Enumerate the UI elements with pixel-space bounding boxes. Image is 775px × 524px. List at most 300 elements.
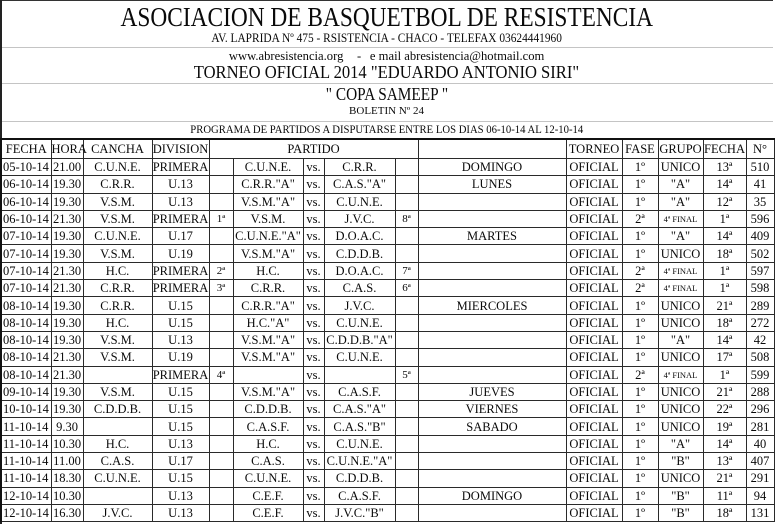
cell-grupo: UNICO <box>658 418 703 435</box>
cell-fecha: 06-10-14 <box>1 176 51 193</box>
cell-grupo: "A" <box>658 176 703 193</box>
table-row <box>1 349 774 366</box>
table-row <box>1 453 774 470</box>
schedule-body <box>1 159 774 522</box>
cell-fecha-nro: 22ª <box>703 401 746 418</box>
cell-torneo: OFICIAL <box>566 470 622 487</box>
cell-ronda-visitante <box>395 228 418 245</box>
cell-torneo: OFICIAL <box>566 280 622 297</box>
cell-vs: vs. <box>303 314 324 331</box>
cell-grupo: "B" <box>658 504 703 521</box>
cell-fecha: 05-10-14 <box>1 159 51 176</box>
cell-division: U.15 <box>152 418 209 435</box>
cell-cancha: V.S.M. <box>83 331 152 348</box>
col-header-grupo: GRUPO <box>658 139 703 159</box>
cell-cancha: H.C. <box>83 262 152 279</box>
cell-division: U.15 <box>152 297 209 314</box>
cell-local: H.C. <box>233 435 303 452</box>
cell-fecha: 06-10-14 <box>1 210 51 227</box>
cell-local <box>233 366 303 383</box>
cell-local: C.R.R."A" <box>233 297 303 314</box>
cell-cancha: C.U.N.E. <box>83 228 152 245</box>
cell-cancha: H.C. <box>83 435 152 452</box>
cell-hora: 21.30 <box>52 263 82 278</box>
col-header-dia <box>418 139 566 159</box>
cell-fecha: 06-10-14 <box>1 193 51 210</box>
cell-ronda-local <box>209 418 233 435</box>
cell-ronda-visitante <box>395 245 418 262</box>
cell-torneo: OFICIAL <box>566 383 622 400</box>
cell-division: U.13 <box>152 487 209 504</box>
cell-grupo: UNICO <box>658 159 703 176</box>
cell-vs: vs. <box>303 401 324 418</box>
cell-ronda-visitante <box>395 401 418 418</box>
cell-numero: 596 <box>746 210 774 227</box>
association-address <box>0 31 773 45</box>
cell-fecha: 08-10-14 <box>1 349 51 366</box>
table-row <box>1 228 774 245</box>
cell-fecha-nro: 21ª <box>703 470 746 487</box>
cell-cancha: V.S.M. <box>83 245 152 262</box>
cell-vs: vs. <box>303 280 324 297</box>
cell-dia <box>418 210 566 227</box>
tournament-title <box>0 63 773 82</box>
cell-ronda-local <box>209 228 233 245</box>
cell-division: U.13 <box>152 504 209 521</box>
cell-grupo: "A" <box>658 331 703 348</box>
table-row <box>1 280 774 297</box>
cell-numero: 131 <box>746 504 774 521</box>
cell-grupo: UNICO <box>658 349 703 366</box>
cell-ronda-local <box>209 245 233 262</box>
cell-fecha: 10-10-14 <box>1 401 51 418</box>
cell-hora: 21.30 <box>52 212 82 227</box>
cell-fase: 1º <box>622 349 658 366</box>
col-header-hora: HORA <box>51 139 83 159</box>
table-row <box>1 159 774 176</box>
cell-hora: 16.30 <box>52 506 82 521</box>
cell-dia: LUNES <box>418 176 566 193</box>
cell-cancha: C.R.R. <box>83 297 152 314</box>
cell-grupo: UNICO <box>658 297 703 314</box>
cell-dia <box>418 366 566 383</box>
cell-numero: 409 <box>746 228 774 245</box>
cell-visitante: C.A.S."B" <box>324 418 395 435</box>
cell-torneo: OFICIAL <box>566 297 622 314</box>
cell-visitante: C.U.N.E. <box>324 349 395 366</box>
cell-fase: 1º <box>622 418 658 435</box>
cell-fecha: 08-10-14 <box>1 366 51 383</box>
cell-fecha-nro: 17ª <box>703 349 746 366</box>
cell-numero: 288 <box>746 383 774 400</box>
cell-dia <box>418 280 566 297</box>
sheet-top-border <box>0 0 773 1</box>
cell-visitante: D.O.A.C. <box>324 228 395 245</box>
cell-cancha: H.C. <box>83 314 152 331</box>
cell-cancha: V.S.M. <box>83 210 152 227</box>
cell-ronda-visitante <box>395 314 418 331</box>
cell-vs: vs. <box>303 487 324 504</box>
cell-grupo: "A" <box>658 193 703 210</box>
cell-fase: 1º <box>622 245 658 262</box>
cell-fecha-nro: 19ª <box>703 418 746 435</box>
cell-ronda-visitante <box>395 193 418 210</box>
cell-ronda-local <box>209 176 233 193</box>
cell-torneo: OFICIAL <box>566 504 622 521</box>
cell-fecha: 07-10-14 <box>1 280 51 297</box>
cell-visitante: C.A.S."A" <box>324 176 395 193</box>
cell-ronda-local <box>209 193 233 210</box>
cell-numero: 510 <box>746 159 774 176</box>
cell-dia: MIERCOLES <box>418 297 566 314</box>
cell-ronda-local <box>209 504 233 521</box>
cell-vs: vs. <box>303 193 324 210</box>
table-row <box>1 245 774 262</box>
cell-numero: 281 <box>746 418 774 435</box>
cell-vs: vs. <box>303 418 324 435</box>
cell-fase: 1º <box>622 159 658 176</box>
cell-grupo: 4ª FINAL <box>658 210 703 227</box>
cell-cancha: C.R.R. <box>83 176 152 193</box>
cell-numero: 291 <box>746 470 774 487</box>
cell-cancha <box>83 487 152 504</box>
cell-ronda-local: 3ª <box>209 280 233 297</box>
bulletin-number-text: BOLETIN Nº 24 <box>349 105 424 117</box>
cell-fase: 1º <box>622 176 658 193</box>
col-header-fase: FASE <box>622 139 658 159</box>
cell-ronda-visitante <box>395 331 418 348</box>
cell-fecha-nro: 1ª <box>703 366 746 383</box>
cell-fase: 2ª <box>622 366 658 383</box>
cell-hora: 9.30 <box>51 418 83 435</box>
cell-vs: vs. <box>303 453 324 470</box>
cell-local: V.S.M."A" <box>233 193 303 210</box>
cell-hora: 11.00 <box>51 453 83 470</box>
cell-fase: 2ª <box>622 280 658 297</box>
cell-torneo: OFICIAL <box>566 331 622 348</box>
cell-ronda-local <box>209 470 233 487</box>
cell-dia <box>418 470 566 487</box>
cell-local: H.C."A" <box>233 314 303 331</box>
cell-local: V.S.M."A" <box>233 245 303 262</box>
cell-division: PRIMERA <box>152 263 209 278</box>
cell-division: PRIMERA <box>152 367 209 382</box>
cell-fase: 1º <box>622 383 658 400</box>
cell-vs: vs. <box>303 297 324 314</box>
cell-grupo: UNICO <box>658 314 703 331</box>
cell-hora: 19.30 <box>52 298 82 313</box>
cell-visitante: C.A.S. <box>324 280 395 297</box>
cell-grupo: 4ª FINAL <box>658 366 703 383</box>
bulletin-number <box>0 104 773 118</box>
cell-hora: 19.30 <box>52 246 82 261</box>
cell-visitante: C.U.N.E. <box>324 435 395 452</box>
cell-division: U.17 <box>152 453 209 470</box>
cell-vs: vs. <box>303 262 324 279</box>
cell-dia <box>418 349 566 366</box>
cell-ronda-visitante <box>395 176 418 193</box>
cell-visitante: C.D.D.B. <box>324 470 395 487</box>
cell-local: C.A.S. <box>233 453 303 470</box>
cell-hora: 19.30 <box>52 315 82 330</box>
cell-ronda-visitante <box>395 349 418 366</box>
cell-vs: vs. <box>303 228 324 245</box>
col-header-partido: PARTIDO <box>209 139 418 159</box>
cell-hora: 21.00 <box>52 160 82 175</box>
cell-dia <box>418 314 566 331</box>
cell-local: C.U.N.E."A" <box>233 228 303 245</box>
cell-division: PRIMERA <box>152 281 209 296</box>
cell-dia <box>418 193 566 210</box>
cell-fase: 1º <box>622 228 658 245</box>
cell-fecha-nro: 14ª <box>703 228 746 245</box>
cell-dia: SABADO <box>418 418 566 435</box>
cell-division: U.17 <box>152 228 209 245</box>
cell-dia <box>418 453 566 470</box>
cell-ronda-local <box>209 383 233 400</box>
cell-fecha: 07-10-14 <box>1 245 51 262</box>
cell-numero: 289 <box>746 297 774 314</box>
table-row <box>1 193 774 210</box>
cell-local: V.S.M."A" <box>233 383 303 400</box>
cell-dia <box>418 262 566 279</box>
cell-vs: vs. <box>303 210 324 227</box>
cell-vs: vs. <box>303 366 324 383</box>
table-row <box>1 314 774 331</box>
cell-torneo: OFICIAL <box>566 193 622 210</box>
cell-visitante: C.A.S.F. <box>324 487 395 504</box>
cell-torneo: OFICIAL <box>566 453 622 470</box>
cell-division: U.13 <box>152 176 209 193</box>
cell-visitante: C.A.S."A" <box>324 401 395 418</box>
cell-cancha: C.R.R. <box>83 280 152 297</box>
cell-ronda-visitante <box>395 159 418 176</box>
cell-hora: 19.30 <box>52 177 82 192</box>
cell-fase: 1º <box>622 435 658 452</box>
cell-visitante <box>324 366 395 383</box>
cell-division: U.19 <box>152 349 209 366</box>
table-row <box>1 210 774 227</box>
table-row <box>1 504 774 521</box>
cell-local: C.U.N.E. <box>233 470 303 487</box>
cell-ronda-visitante <box>395 453 418 470</box>
cell-fecha-nro: 11ª <box>703 487 746 504</box>
table-row <box>1 487 774 504</box>
cell-numero: 296 <box>746 401 774 418</box>
program-heading-text: PROGRAMA DE PARTIDOS A DISPUTARSE ENTRE LOS DIAS 06-10-14 AL 12-10-14 <box>190 122 583 136</box>
cell-visitante: J.V.C. <box>324 297 395 314</box>
cell-ronda-local <box>209 331 233 348</box>
table-row <box>1 435 774 452</box>
cell-visitante: C.D.D.B. <box>324 245 395 262</box>
cell-ronda-visitante <box>395 297 418 314</box>
cell-local: C.D.D.B. <box>233 401 303 418</box>
contact-wrap <box>229 48 544 63</box>
cell-ronda-local <box>209 487 233 504</box>
cell-ronda-visitante <box>395 487 418 504</box>
cell-fecha: 12-10-14 <box>1 487 51 504</box>
cup-title <box>0 85 773 104</box>
col-header-fecha-nro: FECHA <box>703 139 746 159</box>
table-row <box>1 470 774 487</box>
cell-grupo: "B" <box>658 453 703 470</box>
cell-visitante: D.O.A.C. <box>324 262 395 279</box>
cell-numero: 94 <box>746 487 774 504</box>
cell-fase: 1º <box>622 401 658 418</box>
cell-local: V.S.M."A" <box>233 349 303 366</box>
cell-division: PRIMERA <box>152 212 209 227</box>
cup-title-text: " COPA SAMEEP " <box>325 84 448 104</box>
cell-torneo: OFICIAL <box>566 262 622 279</box>
cell-fase: 1º <box>622 487 658 504</box>
cell-local: C.E.F. <box>233 487 303 504</box>
email-link[interactable]: e mail abresistencia@hotmail.com <box>369 48 545 63</box>
cell-ronda-visitante: 6ª <box>395 280 418 297</box>
cell-fecha: 08-10-14 <box>1 297 51 314</box>
cell-vs: vs. <box>303 245 324 262</box>
cell-fase: 1º <box>622 297 658 314</box>
website-link[interactable]: www.abresistencia.org <box>228 48 344 63</box>
cell-hora: 19.30 <box>52 229 82 244</box>
cell-local: V.S.M."A" <box>233 331 303 348</box>
cell-dia <box>418 504 566 521</box>
cell-fecha-nro: 13ª <box>703 159 746 176</box>
cell-cancha: C.U.N.E. <box>83 470 152 487</box>
cell-local: C.A.S.F. <box>233 418 303 435</box>
cell-fecha-nro: 14ª <box>703 331 746 348</box>
cell-fase: 1º <box>622 453 658 470</box>
cell-ronda-visitante: 5ª <box>395 366 418 383</box>
contact-separator: - <box>356 48 362 63</box>
cell-ronda-local <box>209 401 233 418</box>
contact-line <box>0 48 773 63</box>
cell-fecha-nro: 21ª <box>703 297 746 314</box>
cell-torneo: OFICIAL <box>566 245 622 262</box>
cell-vs: vs. <box>303 331 324 348</box>
cell-cancha: C.A.S. <box>83 453 152 470</box>
program-heading <box>0 121 773 138</box>
cell-grupo: UNICO <box>658 245 703 262</box>
cell-fase: 2ª <box>622 210 658 227</box>
cell-fecha: 08-10-14 <box>1 331 51 348</box>
cell-ronda-visitante: 8ª <box>395 210 418 227</box>
address-text: AV. LAPRIDA Nº 475 - RSISTENCIA - CHACO - TELEFAX 03624441960 <box>211 31 562 45</box>
cell-visitante: C.R.R. <box>324 159 395 176</box>
col-header-fecha: FECHA <box>1 139 51 159</box>
cell-cancha <box>83 366 152 383</box>
cell-division: U.13 <box>152 435 209 452</box>
cell-hora: 19.30 <box>52 402 82 417</box>
cell-fase: 2ª <box>622 262 658 279</box>
cell-ronda-local <box>209 349 233 366</box>
cell-fase: 1º <box>622 314 658 331</box>
cell-torneo: OFICIAL <box>566 435 622 452</box>
cell-vs: vs. <box>303 504 324 521</box>
table-row <box>1 418 774 435</box>
cell-visitante: C.U.N.E."A" <box>324 453 395 470</box>
cell-hora: 10.30 <box>52 436 82 451</box>
cell-fecha: 11-10-14 <box>1 435 51 452</box>
cell-ronda-visitante <box>395 383 418 400</box>
cell-numero: 598 <box>746 280 774 297</box>
cell-local: C.R.R. <box>233 280 303 297</box>
cell-vs: vs. <box>303 159 324 176</box>
cell-division: U.15 <box>152 314 209 331</box>
cell-vs: vs. <box>303 470 324 487</box>
cell-cancha: C.U.N.E. <box>83 159 152 176</box>
association-title-text: ASOCIACION DE BASQUETBOL DE RESISTENCIA <box>120 2 653 32</box>
cell-visitante: J.V.C. <box>324 210 395 227</box>
cell-dia: JUEVES <box>418 383 566 400</box>
cell-numero: 508 <box>746 349 774 366</box>
cell-hora: 21.30 <box>52 350 82 365</box>
cell-vs: vs. <box>303 383 324 400</box>
cell-fecha: 08-10-14 <box>1 314 51 331</box>
cell-hora: 19.30 <box>52 333 82 348</box>
cell-dia <box>418 245 566 262</box>
cell-fecha-nro: 18ª <box>703 504 746 521</box>
cell-fecha: 11-10-14 <box>1 418 51 435</box>
cell-fecha: 11-10-14 <box>1 453 51 470</box>
cell-torneo: OFICIAL <box>566 159 622 176</box>
cell-torneo: OFICIAL <box>566 401 622 418</box>
cell-ronda-local <box>209 297 233 314</box>
cell-torneo: OFICIAL <box>566 349 622 366</box>
cell-fecha: 07-10-14 <box>1 228 51 245</box>
cell-cancha: C.D.D.B. <box>83 401 152 418</box>
match-schedule-table <box>0 138 775 522</box>
cell-cancha: V.S.M. <box>83 193 152 210</box>
cell-visitante: C.A.S.F. <box>324 383 395 400</box>
cell-dia: MARTES <box>418 228 566 245</box>
cell-torneo: OFICIAL <box>566 418 622 435</box>
cell-ronda-visitante <box>395 435 418 452</box>
table-row <box>1 383 774 400</box>
cell-local: C.E.F. <box>233 504 303 521</box>
cell-fase: 1º <box>622 470 658 487</box>
cell-local: H.C. <box>233 262 303 279</box>
cell-visitante: J.V.C."B" <box>324 504 395 521</box>
cell-cancha: V.S.M. <box>83 383 152 400</box>
cell-local: V.S.M. <box>233 210 303 227</box>
cell-ronda-local <box>209 159 233 176</box>
cell-hora: 18.30 <box>52 471 82 486</box>
cell-visitante: C.U.N.E. <box>324 314 395 331</box>
cell-division: U.15 <box>152 383 209 400</box>
col-header-torneo: TORNEO <box>566 139 622 159</box>
cell-grupo: UNICO <box>658 383 703 400</box>
cell-fecha: 09-10-14 <box>1 383 51 400</box>
cell-hora: 21.30 <box>52 367 82 382</box>
col-header-cancha: CANCHA <box>83 139 152 159</box>
table-row <box>1 297 774 314</box>
cell-numero: 40 <box>746 435 774 452</box>
cell-ronda-local: 1ª <box>209 210 233 227</box>
cell-ronda-local <box>209 314 233 331</box>
cell-numero: 597 <box>746 262 774 279</box>
cell-grupo: "A" <box>658 435 703 452</box>
cell-local: C.R.R."A" <box>233 176 303 193</box>
cell-numero: 502 <box>746 245 774 262</box>
cell-division: U.19 <box>152 245 209 262</box>
cell-grupo: UNICO <box>658 470 703 487</box>
cell-visitante: C.U.N.E. <box>324 193 395 210</box>
cell-ronda-local: 4ª <box>209 366 233 383</box>
cell-fase: 1º <box>622 193 658 210</box>
cell-hora: 21.30 <box>52 281 82 296</box>
col-header-division: DIVISION <box>152 139 209 159</box>
cell-hora: 10.30 <box>52 488 82 503</box>
